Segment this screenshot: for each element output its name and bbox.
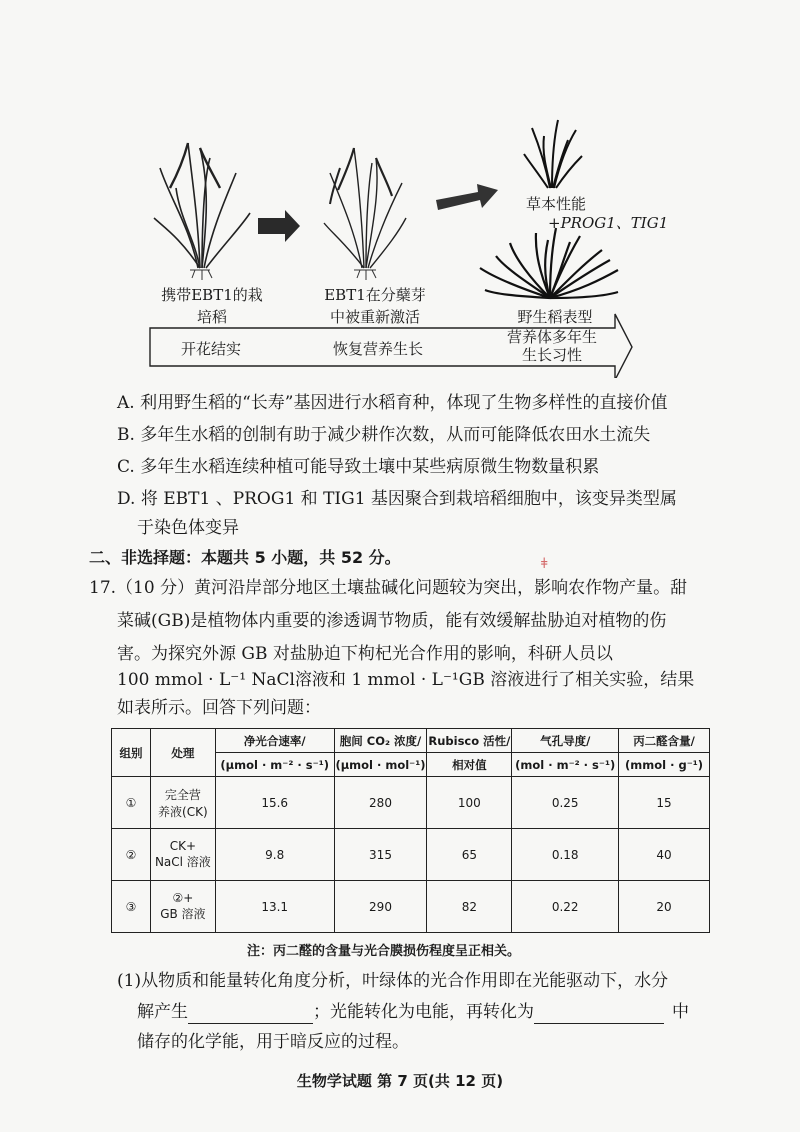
treatment-line: 完全营 bbox=[164, 787, 201, 802]
value-cell: 15 bbox=[619, 777, 710, 829]
data-table bbox=[111, 728, 710, 933]
value-cell: 9.8 bbox=[215, 829, 334, 881]
treatment-cell bbox=[150, 777, 215, 829]
value-cell: 100 bbox=[427, 777, 512, 829]
table-row bbox=[112, 777, 710, 829]
plant2-label: EBT1在分蘖芽 中被重新激活 bbox=[324, 286, 426, 326]
header-rubisco: Rubisco 活性/ bbox=[427, 729, 512, 753]
q-line-1: 17.（10 分）黄河沿岸部分地区土壤盐碱化问题较为突出，影响农作物产量。甜 bbox=[89, 578, 688, 598]
treatment-line: NaCl 溶液 bbox=[154, 855, 211, 869]
wild-label: 野生稻表型 bbox=[517, 308, 593, 326]
option-b: B. 多年生水稻的创制有助于减少耕作次数，从而可能降低农田水土流失 bbox=[117, 425, 651, 445]
roots-2-image bbox=[354, 270, 376, 280]
subq1-text: 解产生 bbox=[137, 1002, 188, 1022]
unit-stomata: (mol · m⁻² · s⁻¹) bbox=[512, 753, 619, 777]
option-d: D. 将 EBT1 、PROG1 和 TIG1 基因聚合到栽培稻细胞中，该变异类型属 bbox=[117, 489, 677, 509]
header-co2: 胞间 CO₂ 浓度/ bbox=[334, 729, 427, 753]
unit-mda: (mmol · g⁻¹) bbox=[619, 753, 710, 777]
value-cell: 20 bbox=[619, 881, 710, 933]
treatment-cell bbox=[150, 829, 215, 881]
value-cell: 315 bbox=[334, 829, 427, 881]
treatment-line: ②+ bbox=[172, 891, 194, 905]
group-cell: ③ bbox=[112, 881, 151, 933]
treatment-line: GB 溶液 bbox=[160, 907, 206, 921]
subq1-line-1: (1)从物质和能量转化角度分析，叶绿体的光合作用即在光能驱动下，水分 bbox=[117, 971, 669, 991]
rice-plant-1-image bbox=[154, 143, 250, 268]
table-row bbox=[112, 829, 710, 881]
header-treatment: 处理 bbox=[150, 729, 215, 777]
subq1-line-2 bbox=[137, 1000, 689, 1024]
unit-co2: (μmol · mol⁻¹) bbox=[334, 753, 427, 777]
value-cell: 0.18 bbox=[512, 829, 619, 881]
roots-1-image bbox=[190, 270, 212, 280]
group-cell: ① bbox=[112, 777, 151, 829]
section-title: 二、非选择题：本题共 5 小题，共 52 分。 bbox=[89, 548, 401, 567]
value-cell: 40 bbox=[619, 829, 710, 881]
option-a: A. 利用野生稻的“长寿”基因进行水稻育种，体现了生物多样性的直接价值 bbox=[117, 393, 668, 413]
treatment-cell bbox=[150, 881, 215, 933]
answer-blank-1[interactable] bbox=[188, 1005, 313, 1024]
rice-plant-2-image bbox=[324, 148, 406, 268]
value-cell: 0.25 bbox=[512, 777, 619, 829]
value-cell: 82 bbox=[427, 881, 512, 933]
arrow-up-right-icon bbox=[436, 184, 498, 210]
arrow-right-icon bbox=[258, 210, 300, 242]
option-c: C. 多年生水稻连续种植可能导致土壤中某些病原微生物数量积累 bbox=[117, 457, 600, 477]
grass-label: 草本性能 bbox=[525, 195, 586, 213]
value-cell: 65 bbox=[427, 829, 512, 881]
value-cell: 280 bbox=[334, 777, 427, 829]
value-cell: 13.1 bbox=[215, 881, 334, 933]
table-header-row bbox=[112, 729, 710, 753]
value-cell: 15.6 bbox=[215, 777, 334, 829]
group-cell: ② bbox=[112, 829, 151, 881]
value-cell: 0.22 bbox=[512, 881, 619, 933]
stage2-label: 恢复营养生长 bbox=[332, 340, 423, 358]
subq1-text: 中 bbox=[672, 1002, 689, 1022]
page-footer: 生物学试题 第 7 页(共 12 页) bbox=[296, 1072, 504, 1090]
option-d-cont: 于染色体变异 bbox=[137, 518, 239, 538]
header-mda: 丙二醛含量/ bbox=[619, 729, 710, 753]
q-line-4: 100 mmol · L⁻¹ NaCl溶液和 1 mmol · L⁻¹GB 溶液进行了相关实验，结果 bbox=[117, 670, 695, 690]
treatment-line: CK+ bbox=[169, 839, 197, 853]
subq1-text: ；光能转化为电能，再转化为 bbox=[313, 1002, 534, 1022]
q-line-2: 菜碱(GB)是植物体内重要的渗透调节物质，能有效缓解盐胁迫对植物的伤 bbox=[117, 611, 667, 631]
subq1-line-3: 储存的化学能，用于暗反应的过程。 bbox=[137, 1032, 409, 1052]
header-stomata: 气孔导度/ bbox=[512, 729, 619, 753]
q-line-3: 害。为探究外源 GB 对盐胁迫下枸杞光合作用的影响，科研人员以 bbox=[117, 644, 613, 664]
table-note: 注：丙二醛的含量与光合膜损伤程度呈正相关。 bbox=[247, 944, 521, 959]
genes-label: +PROG1、TIG1 bbox=[548, 214, 669, 232]
answer-blank-2[interactable] bbox=[534, 1005, 664, 1024]
stage1-label: 开花结实 bbox=[180, 340, 241, 358]
stage3-label: 营养体多年生 生长习性 bbox=[506, 328, 597, 364]
value-cell: 290 bbox=[334, 881, 427, 933]
header-rate: 净光合速率/ bbox=[215, 729, 334, 753]
grass-clump-image bbox=[524, 120, 582, 188]
table-row bbox=[112, 881, 710, 933]
header-group: 组别 bbox=[112, 729, 151, 777]
plant1-label: 携带EBT1的栽 培稻 bbox=[161, 286, 263, 326]
wild-rice-bush-image bbox=[480, 228, 618, 298]
red-mark: ǂ bbox=[541, 556, 548, 572]
treatment-line: 养液(CK) bbox=[158, 804, 208, 819]
unit-rate: (μmol · m⁻² · s⁻¹) bbox=[215, 753, 334, 777]
q-line-5: 如表所示。回答下列问题： bbox=[117, 698, 321, 718]
unit-rubisco: 相对值 bbox=[427, 753, 512, 777]
